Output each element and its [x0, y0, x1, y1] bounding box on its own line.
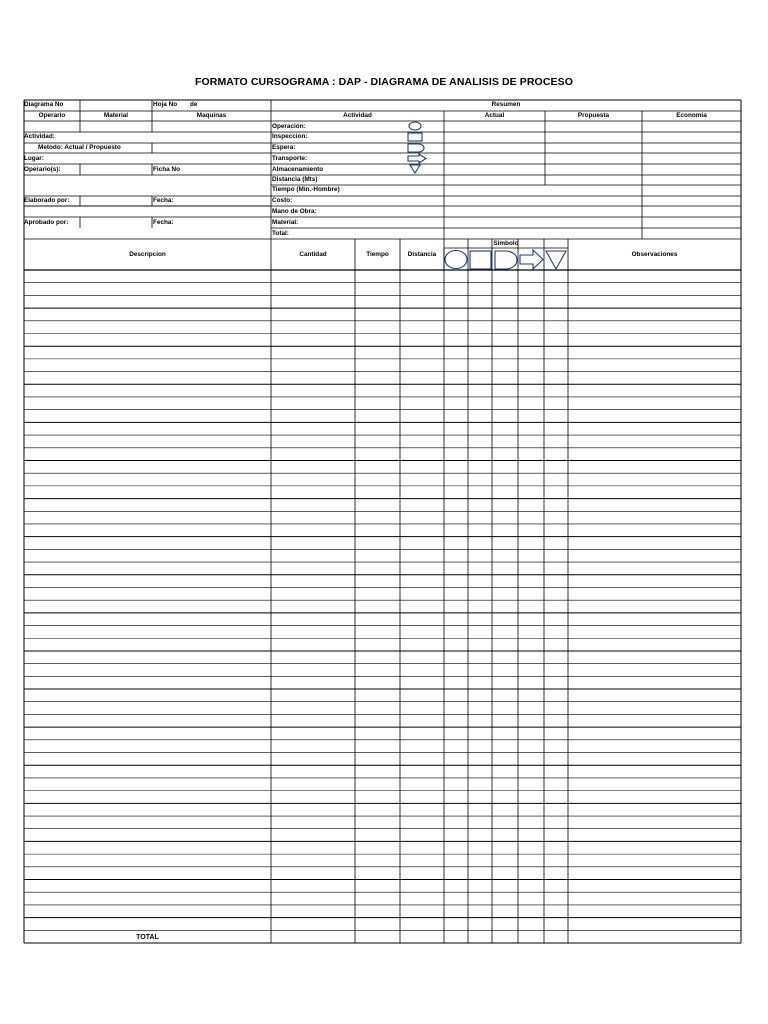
delay-d-icon	[408, 144, 424, 152]
actividad-header: Actividad	[343, 112, 372, 119]
summary-inspeccion: Inspeccion:	[272, 133, 308, 140]
actividad-label: Actividad:	[24, 133, 55, 140]
storage-triangle-icon	[546, 251, 566, 269]
summary-total: Total:	[272, 230, 289, 237]
aprobado-label: Aprobado por:	[24, 219, 69, 226]
operation-circle-icon	[409, 122, 421, 130]
delay-d-icon	[495, 251, 517, 269]
simbolo-header: Simbolo	[493, 240, 519, 247]
storage-triangle-icon	[410, 165, 420, 173]
summary-tiempo: Tiempo (Min.-Hombre)	[272, 186, 340, 193]
cantidad-header: Cantidad	[299, 251, 327, 258]
distancia-header: Distancia	[407, 251, 437, 258]
resumen-label: Resumen	[491, 101, 521, 108]
observaciones-header: Observaciones	[631, 251, 678, 258]
page-title: FORMATO CURSOGRAMA : DAP - DIAGRAMA DE ANALISIS DE PROCESO	[195, 76, 573, 88]
operario-header: Operario	[38, 112, 66, 119]
metodo-label: Metodo: Actual / Propuesto	[38, 144, 121, 151]
summary-operacion: Operación:	[272, 123, 306, 130]
total-label: TOTAL	[136, 934, 159, 941]
inspection-square-icon	[408, 133, 422, 141]
tiempo-header: Tiempo	[366, 251, 389, 258]
material-header: Material	[103, 112, 129, 119]
summary-almacenamiento: Almacenamiento	[272, 166, 324, 173]
summary-transporte: Transporte:	[272, 155, 308, 162]
lugar-label: Lugar:	[24, 155, 44, 162]
economia-header: Economia	[676, 112, 707, 119]
transport-arrow-icon	[408, 154, 426, 163]
summary-material: Material:	[272, 219, 299, 226]
inspection-square-icon	[470, 251, 491, 269]
fecha-label-2: Fecha:	[153, 219, 174, 226]
fecha-label-1: Fecha:	[153, 197, 174, 204]
summary-espera: Espera:	[272, 144, 296, 151]
elaborado-label: Elaborado por:	[24, 197, 70, 204]
maquinas-header: Maquinas	[196, 112, 227, 119]
summary-mano-obra: Mano de Obra:	[272, 208, 317, 215]
ficha-no-label: Ficha No	[153, 166, 180, 173]
summary-costo: Costo:	[272, 197, 293, 204]
descripcion-header: Descripcion	[129, 251, 166, 258]
summary-distancia: Distancia (Mts)	[272, 176, 318, 183]
operarios-label: Operario(s):	[24, 166, 61, 173]
operation-circle-icon	[445, 251, 467, 269]
transport-arrow-icon	[520, 250, 543, 269]
hoja-no-label: Hoja No	[153, 101, 178, 108]
de-label: de	[190, 101, 198, 108]
propuesta-header: Propuesta	[577, 112, 610, 119]
actual-header: Actual	[484, 112, 505, 119]
diagrama-no-label: Diagrama No	[24, 101, 64, 108]
